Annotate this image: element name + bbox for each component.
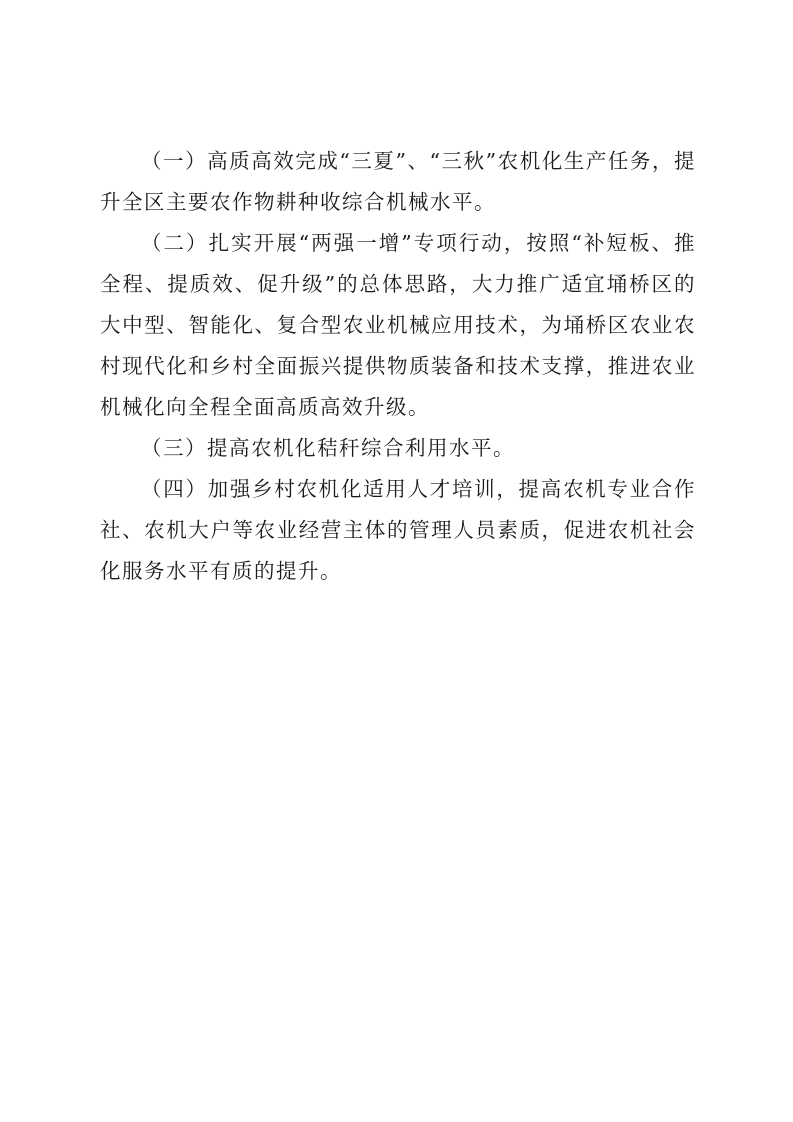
paragraph-2: （二）扎实开展“两强一增”专项行动，按照“补短板、推全程、提质效、促升级”的总体思路，大力推广适宜埇桥区的大中型、智能化、复合型农业机械应用技术，为埇桥区农业农村现代化和乡村全面振兴提供物质装备和技术支撑，推进农业机械化向全程全面高质高效升级。 [100, 231, 696, 419]
paragraph-1: （一）高质高效完成“三夏”、“三秋”农机化生产任务，提升全区主要农作物耕种收综合机械水平。 [100, 149, 696, 214]
document-body [100, 141, 696, 592]
paragraph-4: （四）加强乡村农机化适用人才培训，提高农机专业合作社、农机大户等农业经营主体的管理人员素质，促进农机社会化服务水平有质的提升。 [100, 477, 696, 583]
paragraph-3: （三）提高农机化秸秆综合利用水平。 [141, 436, 515, 460]
